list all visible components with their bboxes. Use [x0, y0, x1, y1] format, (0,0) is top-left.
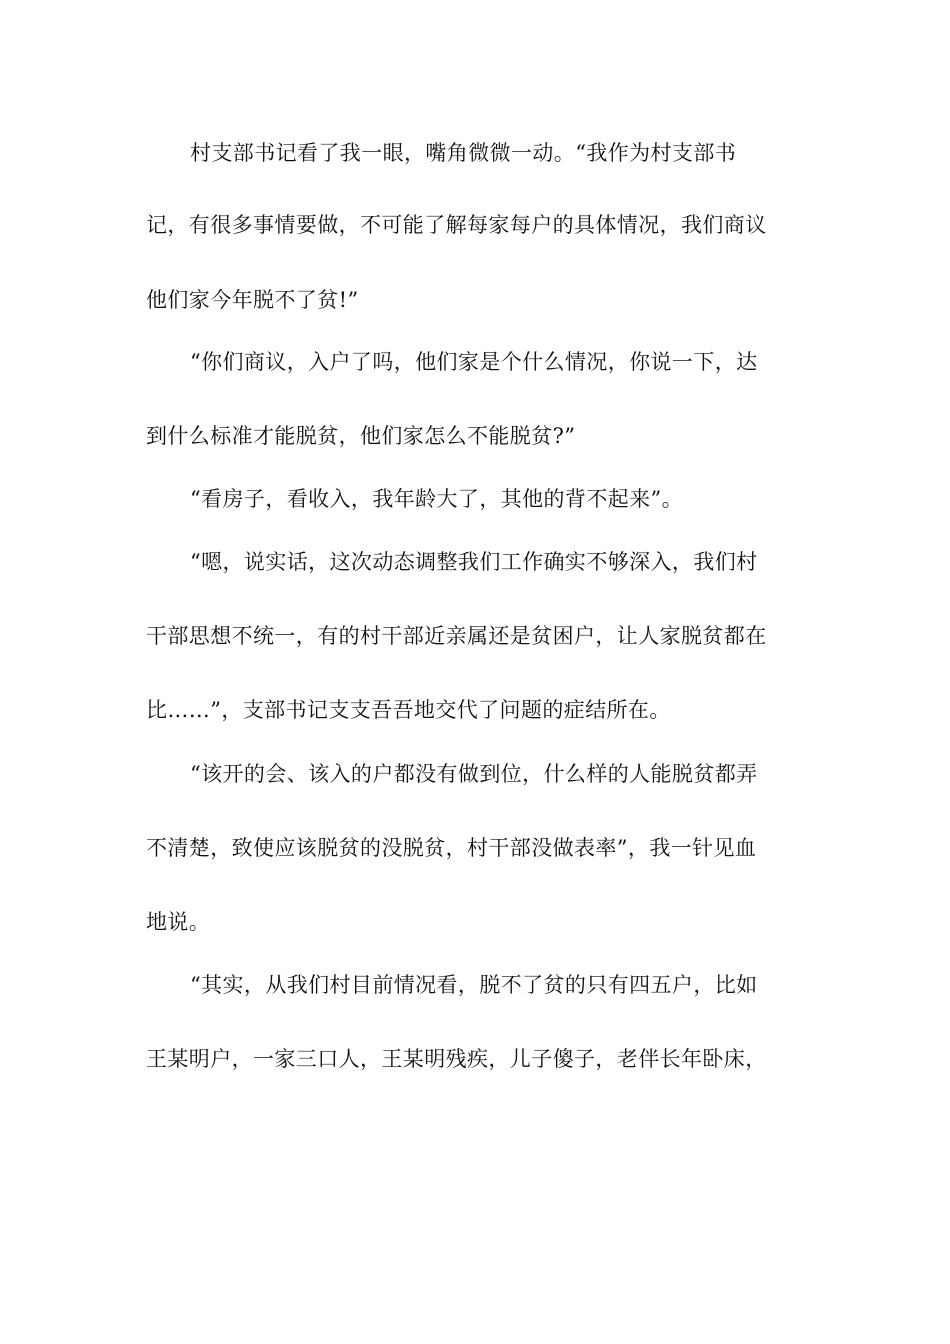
text-line-12: 地说。	[146, 910, 211, 934]
text-line-4: “你们商议，入户了吗，他们家是个什么情况，你说一下，达	[190, 350, 758, 374]
text-line-5: 到什么标准才能脱贫，他们家怎么不能脱贫?”	[146, 424, 576, 448]
text-line-8: 干部思想不统一，有的村干部近亲属还是贫困户，让人家脱贫都在	[146, 624, 767, 648]
text-line-10: “该开的会、该入的户都没有做到位，什么样的人能脱贫都弄	[190, 762, 758, 786]
text-line-1: 村支部书记看了我一眼，嘴角微微一动。“我作为村支部书	[190, 141, 737, 165]
text-line-7: “嗯，说实话，这次动态调整我们工作确实不够深入，我们村	[190, 550, 758, 574]
text-line-6: “看房子，看收入，我年龄大了，其他的背不起来”。	[190, 487, 684, 511]
text-line-13: “其实，从我们村目前情况看，脱不了贫的只有四五户，比如	[190, 973, 758, 997]
text-line-2: 记，有很多事情要做，不可能了解每家每户的具体情况，我们商议	[146, 213, 767, 237]
text-line-14: 王某明户，一家三口人，王某明残疾，儿子傻子，老伴长年卧床，	[146, 1047, 767, 1071]
text-line-11: 不清楚，致使应该脱贫的没脱贫，村干部没做表率”，我一针见血	[146, 836, 757, 860]
text-line-3: 他们家今年脱不了贫!”	[146, 288, 359, 312]
text-line-9: 比……”，支部书记支支吾吾地交代了问题的症结所在。	[146, 698, 671, 722]
